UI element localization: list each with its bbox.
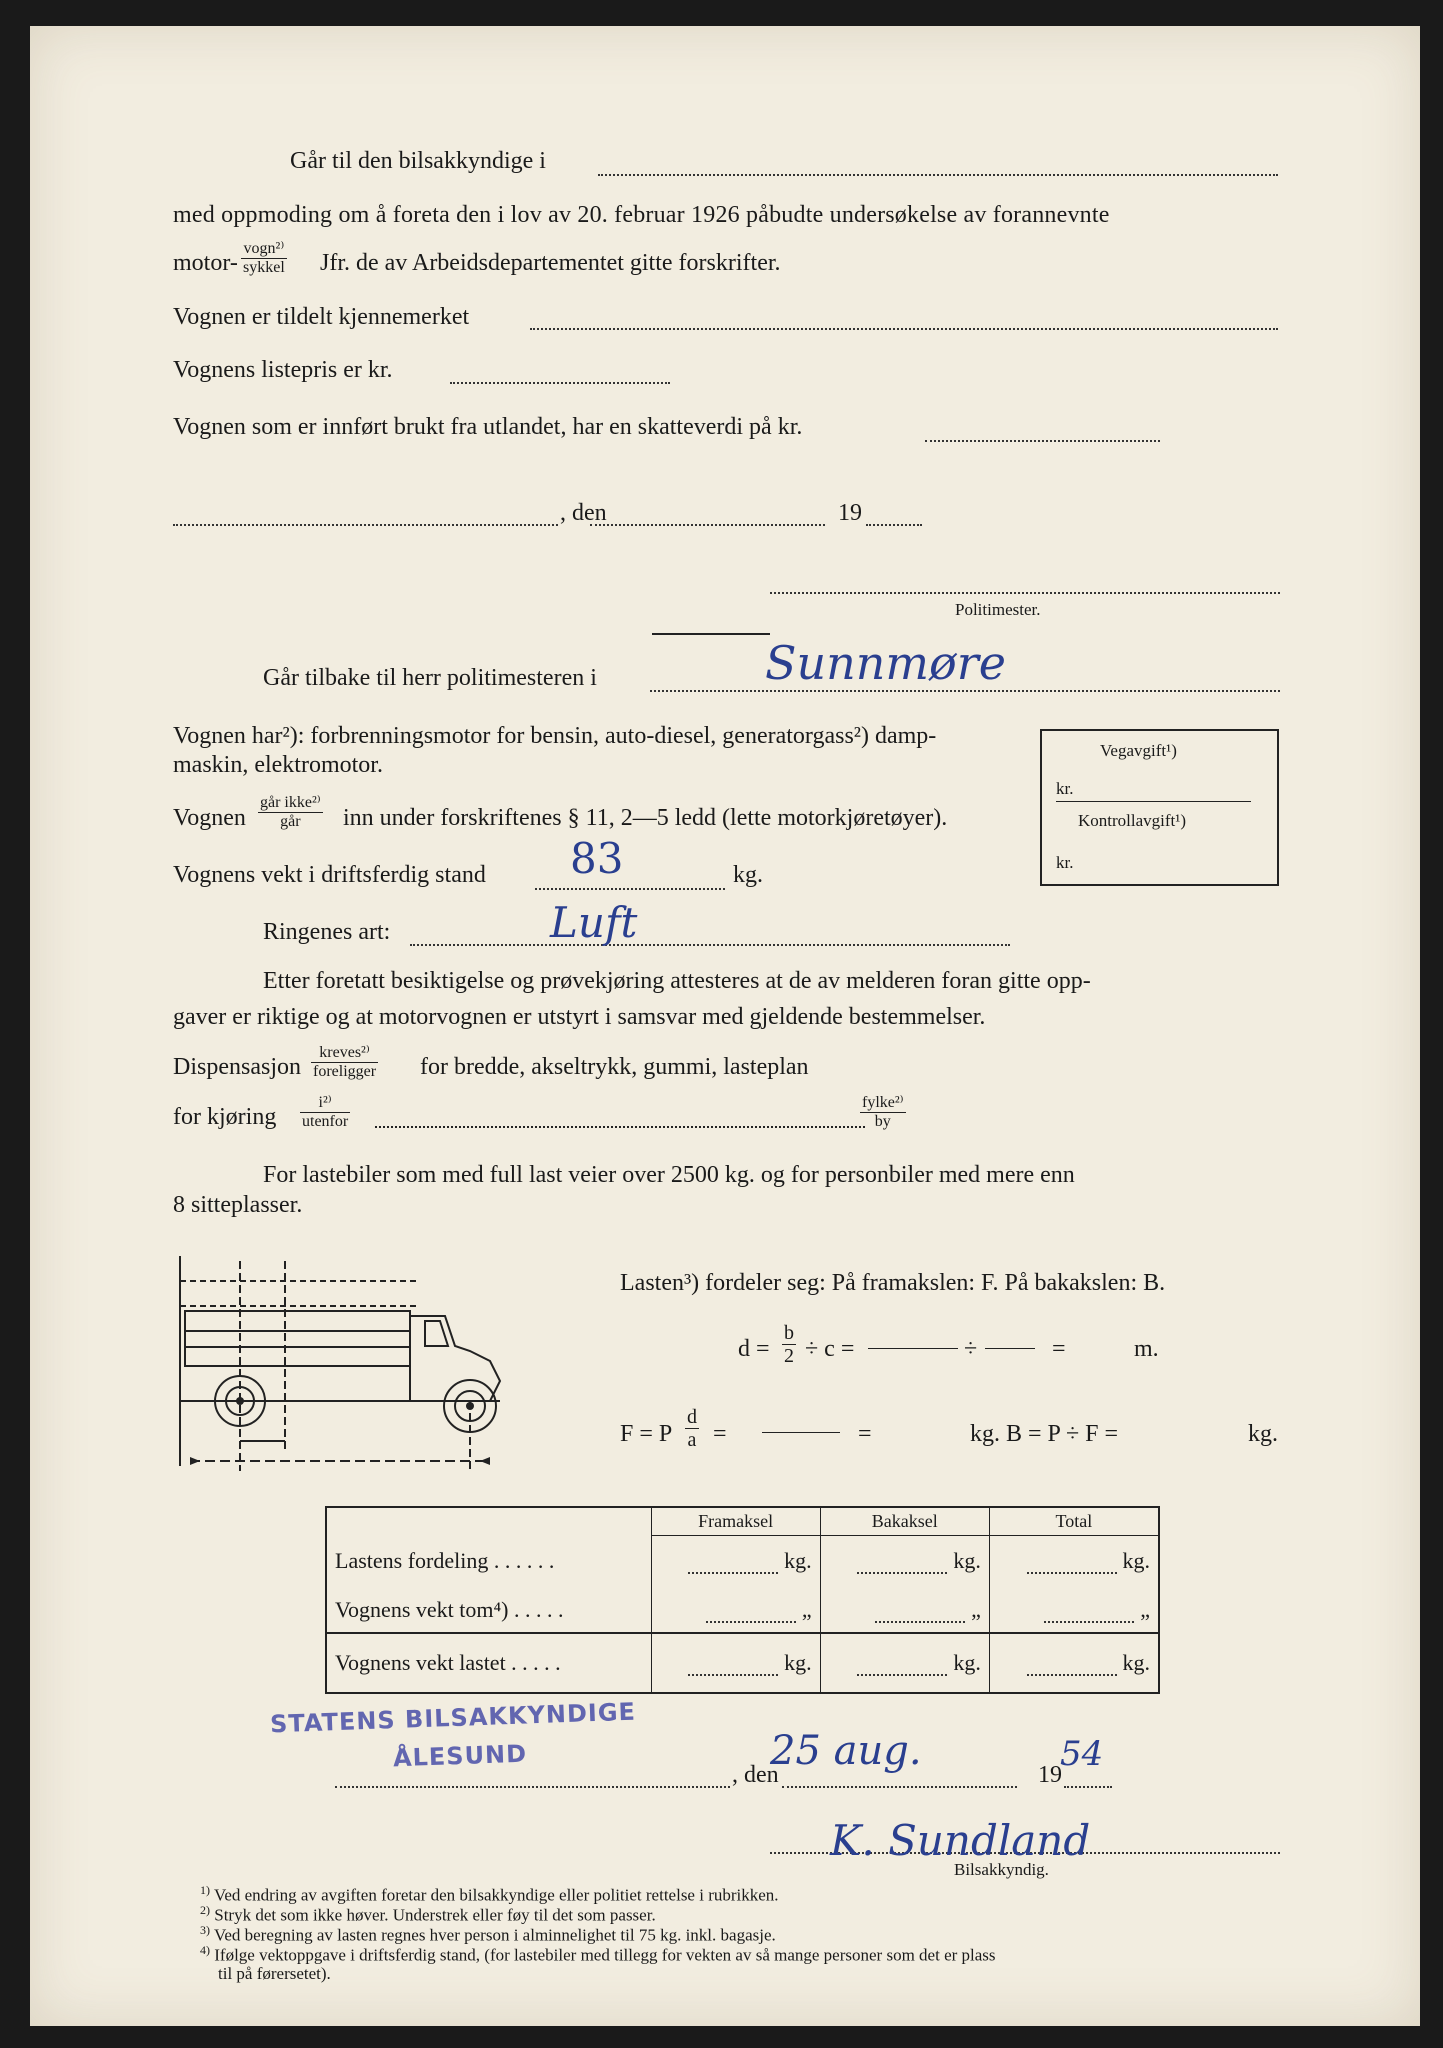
motor-den: sykkel: [243, 258, 285, 276]
table-cell: kg.: [820, 1633, 989, 1693]
fill-line-vekt: [535, 888, 725, 890]
table-cell: kg.: [989, 1633, 1159, 1693]
header-line1: Går til den bilsakkyndige i: [290, 148, 546, 174]
div-sign: ÷: [964, 1336, 978, 1362]
disp-fraction: [311, 1044, 378, 1080]
table-row: [326, 1633, 1159, 1693]
disp-label: Dispensasjon: [173, 1054, 301, 1080]
skatteverdi-label: Vognen som er innført brukt fra utlandet, har en skatteverdi på kr.: [173, 414, 803, 440]
fill-line-year: [866, 524, 922, 526]
listepris-label: Vognens listepris er kr.: [173, 357, 393, 383]
load-distribution-table: [325, 1506, 1160, 1694]
lastebiler-line1: For lastebiler som med full last veier over 2500 kg. og for personbiler med mere enn: [263, 1162, 1075, 1188]
kjennemerke-label: Vognen er tildelt kjennemerket: [173, 304, 470, 330]
fill-line-kjennemerke: [530, 328, 1278, 330]
fill-line-date: [590, 524, 825, 526]
d-num: d: [687, 1406, 697, 1428]
d-eq: d =: [738, 1336, 770, 1362]
footnote-4: $^{4)}$ Ifølge vektoppgave i driftsferdig stand, (for lastebiler med tillegg for vekten av så mange personer som det er plass: [200, 1943, 996, 1965]
disp-den: foreligger: [313, 1062, 377, 1080]
blank-c: [868, 1348, 958, 1349]
footnote-1: $^{1)}$ Ved endring av avgiften foretar den bilsakkyndige eller politiet rettelse i rubrikken.: [200, 1883, 779, 1905]
kg-end: kg.: [1248, 1421, 1278, 1447]
table-cell: kg.: [989, 1535, 1159, 1587]
kjoring-fraction: [300, 1094, 350, 1130]
document-page: [30, 26, 1420, 2026]
handwritten-date: 25 aug.: [770, 1728, 922, 1774]
table-header-total: Total: [989, 1507, 1159, 1535]
fill-line-kjoring: [375, 1126, 865, 1128]
b-num: b: [784, 1322, 794, 1344]
handwritten-year: 54: [1060, 1734, 1104, 1774]
sign-year-prefix: 19: [1038, 1762, 1062, 1788]
two-den: 2: [784, 1345, 794, 1367]
kr1-label: kr.: [1056, 779, 1074, 798]
d-over-a: [685, 1406, 699, 1451]
blank-F: [762, 1432, 840, 1433]
table-header-bakaksel: Bakaksel: [820, 1507, 989, 1535]
fylke-den: by: [874, 1112, 891, 1130]
table-row-label: Lastens fordeling . . . . . .: [335, 1548, 555, 1574]
gaar-fraction: [258, 794, 323, 830]
divider: [652, 633, 770, 635]
table-row: [326, 1587, 1159, 1633]
bilsakkyndig-title: Bilsakkyndig.: [954, 1860, 1049, 1879]
footnote-4-cont: til på førersetet).: [218, 1964, 331, 1983]
fill-line-place: [173, 524, 558, 526]
motor-prefix: motor-: [173, 250, 238, 276]
fill-line-sign-date: [782, 1786, 1017, 1788]
table-cell: „: [989, 1587, 1159, 1633]
table-row-label: Vognens vekt tom⁴) . . . . .: [335, 1596, 564, 1622]
gaar-den: går: [280, 812, 301, 830]
attest-line1: Etter foretatt besiktigelse og prøvekjøring attesteres at de av melderen foran gitte opp-: [263, 968, 1091, 994]
fill-line-ringenes: [410, 944, 1010, 946]
fill-line-bilsakkyndige: [598, 174, 1278, 176]
table-cell: kg.: [820, 1535, 989, 1587]
kontrollavgift-label: Kontrollavgift¹): [1078, 811, 1187, 830]
attest-line2: gaver er riktige og at motorvognen er utstyrt i samsvar med gjeldende bestemmelser.: [173, 1004, 986, 1030]
fill-line-listepris: [450, 382, 670, 384]
gaar-num: går ikke²⁾: [260, 794, 321, 811]
fill-line-politimester: [770, 592, 1280, 594]
disp-rest: for bredde, akseltrykk, gummi, lasteplan: [420, 1054, 809, 1080]
vekt-unit: kg.: [733, 862, 763, 888]
eq2: =: [713, 1421, 727, 1447]
eq-sign: =: [1052, 1336, 1066, 1362]
politimester-label: Politimester.: [955, 600, 1041, 619]
kj-num: i²⁾: [300, 1094, 350, 1113]
kj-den: utenfor: [302, 1112, 349, 1130]
handwritten-signature: K. Sundland: [830, 1816, 1091, 1865]
lasten-text: Lasten³) fordeler seg: På framakslen: F. På bakakslen: B.: [620, 1270, 1166, 1296]
table-header-blank: [326, 1507, 651, 1535]
fill-line-sign-place: [335, 1786, 730, 1788]
fee-box: [1040, 729, 1279, 886]
vognen-label: Vognen: [173, 805, 246, 831]
handwritten-tyre: Luft: [550, 898, 638, 947]
eq3: =: [858, 1421, 872, 1447]
footnote-2: $^{2)}$ Stryk det som ikke høver. Understrek eller føy til det som passer.: [200, 1903, 656, 1925]
table-header-framaksel: Framaksel: [651, 1507, 820, 1535]
handwritten-place: Sunnmøre: [765, 636, 1006, 690]
table-cell: „: [651, 1587, 820, 1633]
fill-line-politimesteren: [650, 690, 1280, 692]
kr2-label: kr.: [1056, 853, 1074, 872]
handwritten-weight: 83: [570, 834, 624, 883]
motor-type-line2: maskin, elektromotor.: [173, 752, 383, 778]
table-header-row: [326, 1507, 1159, 1535]
header-line2: med oppmoding om å foreta den i lov av 20. februar 1926 påbudte undersøkelse av forannevnte: [173, 202, 1110, 228]
fylke-fraction: [860, 1094, 906, 1130]
truck-diagram: [170, 1251, 590, 1481]
m-unit: m.: [1134, 1336, 1159, 1362]
F-eq: F = P: [620, 1421, 673, 1447]
stamp-line2: ÅLESUND: [392, 1739, 528, 1773]
kg-B: kg. B = P ÷ F =: [970, 1421, 1119, 1447]
motor-num: vogn²⁾: [241, 240, 287, 259]
blank-c2: [985, 1348, 1035, 1349]
table-row: [326, 1535, 1159, 1587]
fee-box-divider: [1056, 801, 1251, 802]
gaar-tilbake-label: Går tilbake til herr politimesteren i: [263, 665, 597, 691]
motor-type-line1: Vognen har²): forbrenningsmotor for bensin, auto-diesel, generatorgass²) damp-: [173, 723, 937, 749]
footnote-3: $^{3)}$ Ved beregning av lasten regnes hver person i alminnelighet til 75 kg. inkl. bagasje.: [200, 1923, 776, 1945]
minus-c: ÷ c =: [805, 1336, 855, 1362]
ringenes-label: Ringenes art:: [263, 919, 391, 945]
table-cell: kg.: [651, 1535, 820, 1587]
motor-fraction: [241, 240, 287, 276]
table-row-label: Vognens vekt lastet . . . . .: [326, 1633, 651, 1693]
motor-suffix: Jfr. de av Arbeidsdepartementet gitte forskrifter.: [320, 250, 781, 276]
year-label: 19: [838, 500, 862, 526]
sign-den: , den: [732, 1762, 779, 1788]
vekt-label: Vognens vekt i driftsferdig stand: [173, 862, 486, 888]
table-cell: „: [820, 1587, 989, 1633]
for-kjoring-label: for kjøring: [173, 1104, 277, 1130]
vegavgift-label: Vegavgift¹): [1100, 741, 1177, 760]
b-over-2: [782, 1322, 796, 1367]
a-den: a: [687, 1429, 697, 1451]
table-cell: kg.: [651, 1633, 820, 1693]
forskrift-text: inn under forskriftenes § 11, 2—5 ledd (lette motorkjøretøyer).: [343, 805, 948, 831]
lastebiler-line2: 8 sitteplasser.: [173, 1192, 303, 1218]
disp-num: kreves²⁾: [311, 1044, 378, 1063]
den-label: , den: [560, 500, 607, 526]
fylke-num: fylke²⁾: [862, 1094, 904, 1111]
fill-line-sign-year: [1064, 1786, 1112, 1788]
fill-line-skatteverdi: [925, 440, 1160, 442]
stamp-line1: STATENS BILSAKKYNDIGE: [269, 1697, 637, 1739]
